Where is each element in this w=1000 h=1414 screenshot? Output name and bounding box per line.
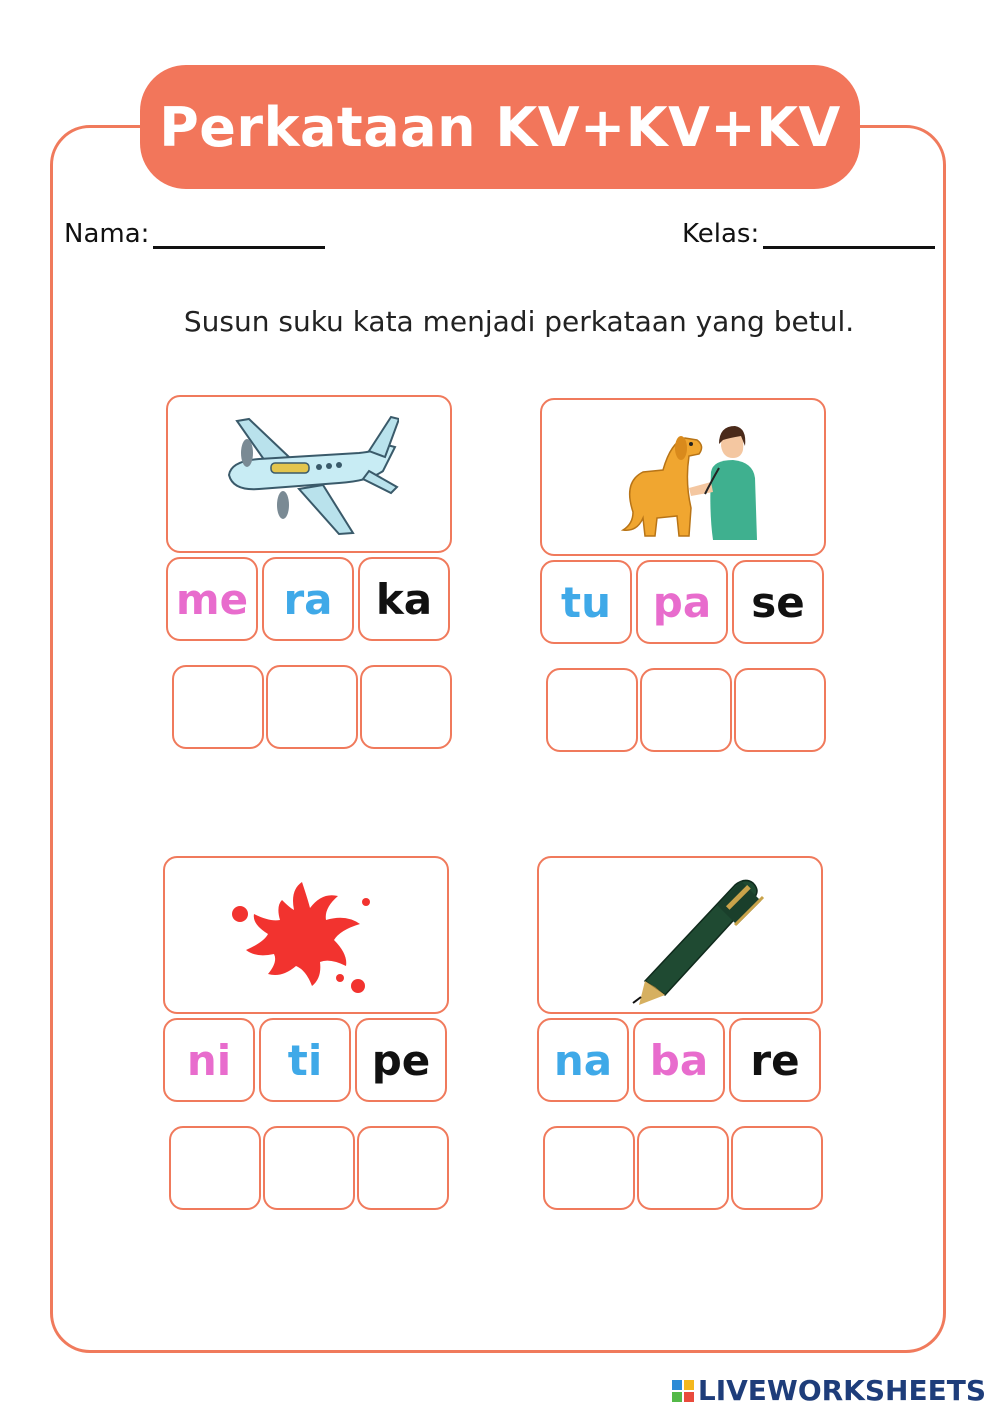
syllable-tile[interactable] — [166, 557, 258, 641]
picture-box — [163, 856, 449, 1014]
syllable-tile[interactable] — [358, 557, 450, 641]
picture-box — [166, 395, 452, 553]
name-field[interactable] — [64, 212, 325, 249]
answer-box[interactable] — [266, 665, 358, 749]
syllable-text: se — [751, 577, 805, 627]
answer-box[interactable] — [734, 668, 826, 752]
answer-box[interactable] — [637, 1126, 729, 1210]
syllable-tile[interactable] — [262, 557, 354, 641]
class-label: Kelas: — [682, 219, 760, 249]
syllable-tile[interactable] — [633, 1018, 725, 1102]
answer-box[interactable] — [543, 1126, 635, 1210]
class-field[interactable] — [682, 212, 935, 249]
logo-text: LIVEWORKSHEETS — [697, 1374, 986, 1407]
class-blank-line[interactable] — [763, 212, 935, 249]
title-banner — [140, 65, 860, 189]
syllable-tile[interactable] — [537, 1018, 629, 1102]
vet-dog-image — [593, 412, 773, 542]
answer-box[interactable] — [546, 668, 638, 752]
instruction-text: Susun suku kata menjadi perkataan yang betul. — [183, 305, 855, 338]
syllable-text: re — [750, 1035, 800, 1085]
answer-box[interactable] — [357, 1126, 449, 1210]
airplane-image — [219, 409, 399, 539]
syllable-text: me — [175, 574, 249, 624]
syllable-text: na — [553, 1035, 613, 1085]
syllable-text: pa — [652, 577, 712, 627]
answer-box[interactable] — [169, 1126, 261, 1210]
syllable-text: ba — [649, 1035, 709, 1085]
liveworksheets-logo — [672, 1374, 986, 1407]
syllable-tile[interactable] — [355, 1018, 447, 1102]
syllable-text: pe — [371, 1035, 431, 1085]
syllable-text: ra — [283, 574, 333, 624]
picture-box — [537, 856, 823, 1014]
answer-box[interactable] — [263, 1126, 355, 1210]
syllable-text: ni — [186, 1035, 232, 1085]
syllable-tile[interactable] — [729, 1018, 821, 1102]
fountain-pen-image — [585, 865, 775, 1005]
paint-splash-image — [216, 870, 396, 1000]
answer-box[interactable] — [640, 668, 732, 752]
answer-box[interactable] — [731, 1126, 823, 1210]
name-blank-line[interactable] — [153, 212, 325, 249]
answer-box[interactable] — [360, 665, 452, 749]
logo-icon — [672, 1380, 694, 1402]
syllable-text: tu — [561, 577, 611, 627]
syllable-tile[interactable] — [636, 560, 728, 644]
page-title: Perkataan KV+KV+KV — [159, 95, 841, 159]
syllable-tile[interactable] — [259, 1018, 351, 1102]
syllable-tile[interactable] — [163, 1018, 255, 1102]
syllable-tile[interactable] — [540, 560, 632, 644]
name-label: Nama: — [64, 219, 150, 249]
answer-box[interactable] — [172, 665, 264, 749]
syllable-text: ka — [375, 574, 433, 624]
picture-box — [540, 398, 826, 556]
syllable-tile[interactable] — [732, 560, 824, 644]
syllable-text: ti — [287, 1035, 323, 1085]
